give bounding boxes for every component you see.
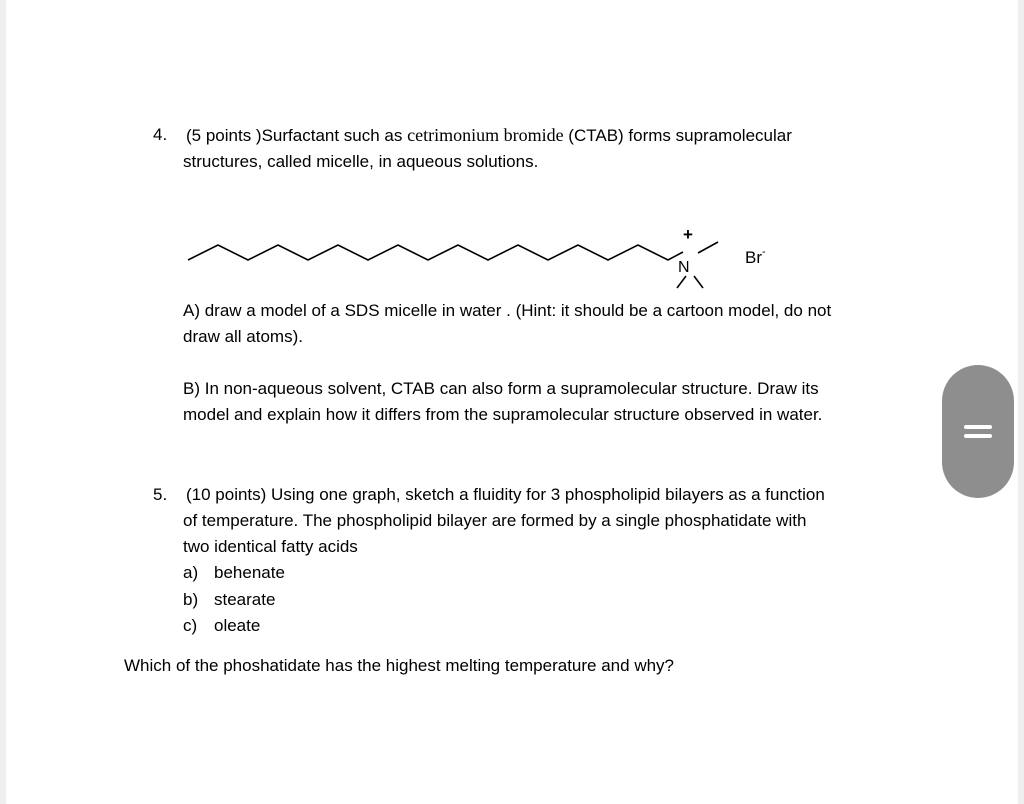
ctab-molecule-structure	[180, 220, 800, 300]
question-5-line-1: (10 points) Using one graph, sketch a fluidity for 3 phospholipid bilayers as a function	[186, 485, 825, 504]
methyl-bond-upper	[698, 242, 718, 253]
option-a-text: behenate	[214, 563, 285, 582]
q4-line1-c: (CTAB) forms supramolecular	[563, 126, 792, 145]
option-b-marker: b)	[183, 590, 199, 609]
question-4-part-a-line-2: draw all atoms).	[183, 327, 303, 346]
question-4-line-1	[186, 122, 792, 149]
question-4-part-a-line-1: A) draw a model of a SDS micelle in water . (Hint: it should be a cartoon model, do not	[183, 301, 832, 320]
nitrogen-atom: N	[678, 259, 690, 276]
question-5-number: 5.	[153, 485, 168, 504]
question-5-final-question: Which of the phoshatidate has the highest melting temperature and why?	[124, 656, 675, 675]
methyl-bond-lower-right	[694, 276, 703, 288]
question-5-line-3: two identical fatty acids	[183, 537, 358, 556]
option-b	[183, 587, 276, 613]
option-b-text: stearate	[214, 590, 276, 609]
option-a	[183, 560, 285, 586]
question-4-number: 4.	[153, 125, 168, 144]
option-c-text: oleate	[214, 616, 261, 635]
question-4-part-b-line-1: B) In non-aqueous solvent, CTAB can also form a supramolecular structure. Draw its	[183, 379, 819, 398]
question-5-line-2: of temperature. The phospholipid bilayer are formed by a single phosphatidate with	[183, 511, 807, 530]
option-c-marker: c)	[183, 616, 198, 635]
alkyl-chain	[188, 245, 683, 260]
grip-line-top	[964, 425, 992, 429]
q4-line1-a: (5 points )Surfactant such as	[186, 126, 408, 145]
grip-line-bottom	[964, 434, 992, 438]
question-4-part-b-line-2: model and explain how it differs from the supramolecular structure observed in water.	[183, 405, 823, 424]
scroll-drag-handle[interactable]	[942, 365, 1014, 498]
option-c	[183, 613, 261, 639]
q4-line1-serif: cetrimonium bromide	[407, 125, 564, 145]
question-4-line-2: structures, called micelle, in aqueous solutions.	[183, 152, 539, 171]
bromide-ion: Br-	[745, 246, 766, 267]
positive-charge: +	[683, 225, 693, 244]
option-a-marker: a)	[183, 563, 199, 582]
methyl-bond-lower-left	[677, 276, 686, 288]
